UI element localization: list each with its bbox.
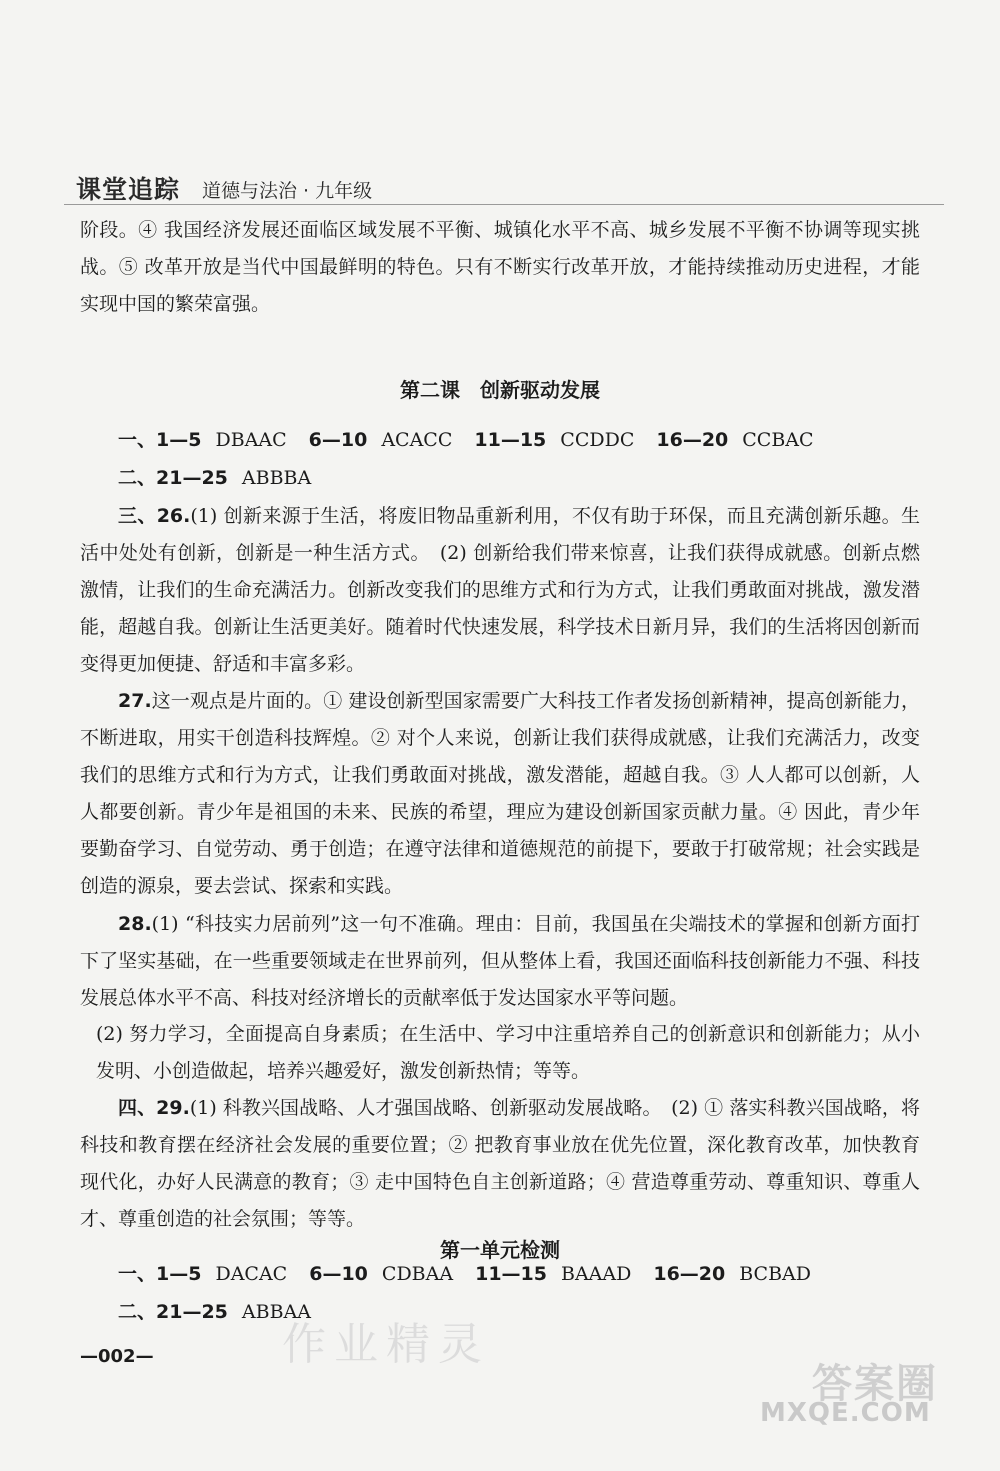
mc1-answers: CDBAA xyxy=(381,1263,454,1285)
unit-test-title: 第一单元检测 xyxy=(440,1238,560,1262)
mc1-range: 6—10 xyxy=(309,1263,368,1285)
unit-answer-row-mc2 xyxy=(118,1294,958,1331)
question-28-part2: (2) 努力学习，全面提高自身素质；在生活中、学习中注重培养自己的创新意识和创新能力；从小发明、小创造做起，培养兴趣爱好，激发创新热情；等等。 xyxy=(96,1023,920,1082)
mc1-answers: BAAAD xyxy=(560,1263,632,1285)
mc1-answers: DACAC xyxy=(215,1263,288,1285)
mc2-prefix: 二、 xyxy=(118,1301,157,1323)
mc1-range: 16—20 xyxy=(653,1263,726,1285)
mc1-answers: CCDDC xyxy=(560,429,635,451)
mc1-range: 1—5 xyxy=(156,429,202,451)
mc2-range: 21—25 xyxy=(156,1301,228,1323)
book-brand-title: 课堂追踪 xyxy=(76,175,181,204)
question-text: 这一观点是片面的。① 建设创新型国家需要广大科技工作者发扬创新精神，提高创新能力，不断进取，用实干创造科技辉煌。② 对个人来说，创新让我们获得成就感，让我们充满活力，改变我们的思维方式和行为方式，让我们勇敢面对挑战，激发潜能，超越自我。③ 人人都可以创新，人人都要创新。青少年是祖国的未来、民族的希望，理应为建设创新国家贡献力量。④ 因此，青少年要勤奋学习、自觉劳动、勇于创造；在遵守法律和道德规范的前提下，要敢于打破常规；社会实践是创造的源泉，要去尝试、探索和实践。 xyxy=(80,690,920,897)
question-27 xyxy=(80,683,920,905)
mc2-range: 21—25 xyxy=(156,467,228,489)
mc1-range: 6—10 xyxy=(308,429,368,451)
question-label: 三、26. xyxy=(118,505,191,527)
lesson-title: 第二课 创新驱动发展 xyxy=(400,378,600,402)
mc1-prefix: 一、 xyxy=(118,429,157,451)
answer-row-mc1 xyxy=(118,422,958,459)
mc2-answers: ABBBA xyxy=(241,467,312,489)
question-text: (1) “科技实力居前列”这一句不准确。理由：目前，我国虽在尖端技术的掌握和创新方面打下了坚实基础，在一些重要领域走在世界前列，但从整体上看，我国还面临科技创新能力不强、科技发展总体水平不高、科技对经济增长的贡献率低于发达国家水平等问题。 xyxy=(80,913,920,1009)
mc1-answers: DBAAC xyxy=(215,429,287,451)
answer-row-mc2 xyxy=(118,460,958,497)
intro-paragraph: 阶段。④ 我国经济发展还面临区域发展不平衡、城镇化水平不高、城乡发展不平衡不协调等现实挑战。⑤ 改革开放是当代中国最鲜明的特色。只有不断实行改革开放，才能持续推动历史进程，才能实现中国的繁荣富强。 xyxy=(80,219,920,315)
mc1-range: 16—20 xyxy=(656,429,729,451)
question-label: 28. xyxy=(118,913,152,935)
subject-title: 道德与法治 · 九年级 xyxy=(202,180,373,202)
question-label: 27. xyxy=(118,690,152,712)
site-logo: MXQE.COM xyxy=(760,1398,931,1428)
mc1-range: 11—15 xyxy=(475,1263,547,1285)
question-26 xyxy=(80,498,920,683)
question-29 xyxy=(80,1090,920,1238)
mc2-answers: ABBAA xyxy=(241,1301,311,1323)
watermark-text: 作业精灵 xyxy=(282,1319,490,1370)
mc1-range: 1—5 xyxy=(156,1263,202,1285)
mc1-prefix: 一、 xyxy=(118,1263,157,1285)
mc1-range: 11—15 xyxy=(474,429,547,451)
mc1-answers: CCBAC xyxy=(742,429,814,451)
header-rule xyxy=(64,204,944,205)
mc2-prefix: 二、 xyxy=(118,467,157,489)
mc1-answers: ACACC xyxy=(381,429,453,451)
page-number: —002— xyxy=(80,1346,154,1367)
unit-answer-row-mc1 xyxy=(118,1256,958,1293)
question-text: (1) 创新来源于生活，将废旧物品重新利用，不仅有助于环保，而且充满创新乐趣。生活中处处有创新，创新是一种生活方式。 (2) 创新给我们带来惊喜，让我们获得成就感。创新点燃激情，让我们的生命充满活力。创新改变我们的思维方式和行为方式，让我们勇敢面对挑战，激发潜能，超越自我。创新让生活更美好。随着时代快速发展，科学技术日新月异，我们的生活将因创新而变得更加便捷、舒适和丰富多彩。 xyxy=(80,505,920,675)
mc1-answers: BCBAD xyxy=(739,1263,812,1285)
question-label: 四、29. xyxy=(118,1097,190,1119)
question-text: (1) 科教兴国战略、人才强国战略、创新驱动发展战略。 (2) ① 落实科教兴国战略，将科技和教育摆在经济社会发展的重要位置；② 把教育事业放在优先位置，深化教育改革，加快教育现代化，办好人民满意的教育；③ 走中国特色自主创新道路；④ 营造尊重劳动、尊重知识、尊重人才、尊重创造的社会氛围；等等。 xyxy=(80,1097,920,1230)
question-28 xyxy=(80,906,920,1017)
page-header xyxy=(64,168,944,208)
site-logo-mark: 答案圈 xyxy=(812,1361,938,1407)
